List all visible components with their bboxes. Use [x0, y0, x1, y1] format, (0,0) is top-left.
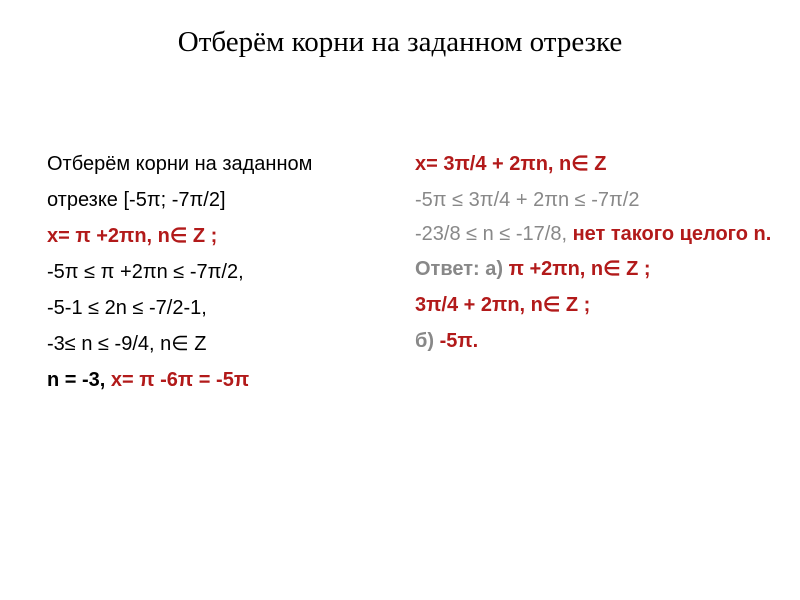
left-line-5: -5-1 ≤ 2n ≤ -7/2-1, — [47, 297, 207, 319]
right-line-4 — [415, 251, 785, 287]
right-line-3-no-integer: нет такого целого n. — [572, 223, 772, 245]
left-line-2: отрезке [-5π; -7π/2] — [47, 189, 226, 211]
left-line-7-root: x= π -6π = -5π — [105, 369, 250, 391]
left-line-7 — [47, 362, 407, 398]
right-line-2: -5π ≤ 3π/4 + 2πn ≤ -7π/2 — [415, 189, 640, 211]
answer-label: Ответ: а) — [415, 258, 509, 280]
left-line-1: Отберём корни на заданном — [47, 153, 313, 175]
left-line-4: -5π ≤ π +2πn ≤ -7π/2, — [47, 261, 244, 283]
right-line-1: x= 3π/4 + 2πn, n∈ Z — [415, 153, 607, 175]
answer-a: π +2πn, n∈ Z ; — [508, 258, 651, 280]
right-line-6 — [415, 323, 785, 359]
right-line-3 — [415, 218, 785, 251]
answer-b: -5π. — [439, 330, 479, 352]
left-line-6: -3≤ n ≤ -9/4, n∈ Z — [47, 333, 207, 355]
right-column — [415, 146, 785, 359]
left-column — [47, 146, 407, 398]
left-line-3: x= π +2πn, n∈ Z ; — [47, 225, 218, 247]
slide-title: Отберём корни на заданном отрезке — [177, 26, 623, 58]
right-line-5: 3π/4 + 2πn, n∈ Z ; — [415, 294, 591, 316]
right-line-3-inequality: -23/8 ≤ n ≤ -17/8, — [415, 223, 573, 245]
left-line-7-n-value: n = -3, — [47, 369, 106, 391]
answer-b-label: б) — [415, 330, 440, 352]
